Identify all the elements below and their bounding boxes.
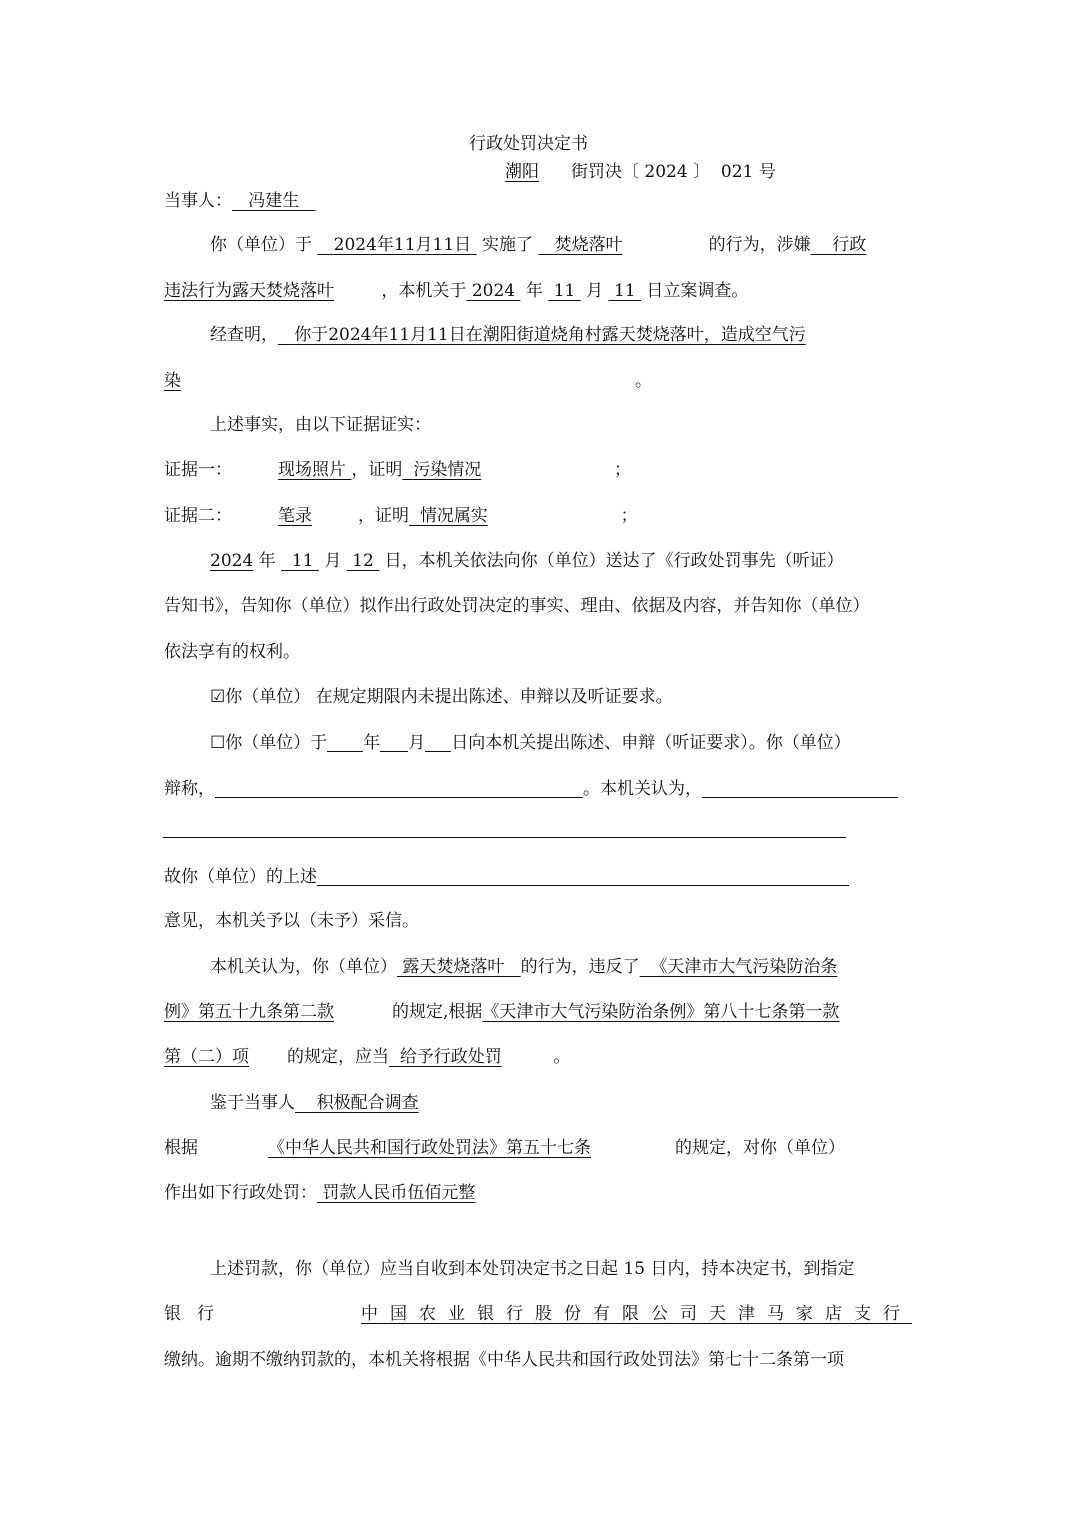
doc-number-place: 潮阳 [505, 162, 539, 182]
evidence-1: 证据一： 现场照片 ，证明 污染情况 ； [164, 460, 632, 480]
evidence-2-item: 笔录 [278, 506, 312, 526]
facts: 你于2024年11月11日在潮阳街道烧角村露天焚烧落叶，造成空气污 [294, 325, 806, 345]
penalty-decision: 罚款人民币伍佰元整 [322, 1183, 476, 1203]
para-6-line-3: 作出如下行政处罚： 罚款人民币伍佰元整 [164, 1185, 777, 1202]
evidence-1-proof: 污染情况 [413, 460, 482, 480]
legal-basis: 《中华人民共和国行政处罚法》第五十七条 [268, 1138, 591, 1158]
para-7-line-3: 缴纳。逾期不缴纳罚款的，本机关将根据《中华人民共和国行政处罚法》第七十二条第一项 [164, 1350, 844, 1370]
blank-line [163, 837, 846, 838]
bank-name: 中国农业银行股份有限公司天津马家店支行 [361, 1304, 912, 1324]
evidence-2-proof: 情况属实 [419, 506, 488, 526]
doc-title: 行政处罚决定书 [469, 134, 588, 154]
para-7-line-2: 银行 中国农业银行股份有限公司天津马家店支行 [164, 1304, 912, 1324]
para-7-line-1: 上述罚款，你（单位）应当自收到本处罚决定书之日起 15 日内，持本决定书，到指定 [210, 1259, 855, 1279]
checkbox-empty-icon[interactable]: ☐ [210, 733, 226, 753]
para-4-line-3: 依法享有的权利。 [164, 642, 300, 662]
doc-number-year: 2024 [644, 162, 688, 182]
violation-type-cont: 违法行为露天焚烧落叶 [164, 281, 334, 301]
evidence-1-item: 现场照片 [278, 460, 346, 480]
para-2-line-2: 染 。 [164, 371, 652, 391]
statement-line: 辩称， 。本机关认为， [164, 780, 898, 798]
checkbox-checked-icon[interactable]: ☑ [210, 687, 226, 707]
violated-law: 《天津市大气污染防治条 [650, 957, 838, 977]
para-1-line-1: 你（单位）于 2024年11月11日 实施了 焚烧落叶 的行为，涉嫌 行政 [210, 235, 867, 255]
party-name: 冯建生 [248, 191, 300, 211]
para-2-line-1: 经查明， 你于2024年11月11日在潮阳街道烧角村露天焚烧落叶，造成空气污 [210, 325, 806, 345]
act-name: 焚烧落叶 [554, 235, 623, 255]
evidence-intro: 上述事实，由以下证据证实： [210, 415, 431, 435]
para-5-line-3: 第（二）项 的规定，应当 给予行政处罚 。 [164, 1047, 571, 1067]
option-statement: ☐你（单位）于 年 月 日向本机关提出陈述、申辩（听证要求）。你（单位） [210, 733, 851, 753]
para-4-line-2: 告知书》，告知你（单位）拟作出行政处罚决定的事实、理由、依据及内容，并告知你（单位） [164, 596, 870, 616]
mitigation-reason: 积极配合调查 [316, 1093, 419, 1113]
statement-line-3: 意见，本机关予以（未予）采信。 [164, 911, 419, 931]
para-1-line-2: 违法行为露天焚烧落叶 ，本机关于 2024 年 11 月 11 日立案调查。 [164, 281, 749, 301]
para-6-line-1: 鉴于当事人 积极配合调查 [210, 1095, 789, 1112]
act-date: 2024年11月11日 [333, 235, 472, 255]
doc-number: 潮阳 街罚决〔 2024 〕 021 号 [469, 164, 776, 181]
evidence-2: 证据二： 笔录 ，证明 情况属实 ； [164, 506, 638, 526]
para-5-line-1: 本机关认为，你（单位） 露天焚烧落叶 的行为，违反了 《天津市大气污染防治条 [210, 957, 838, 977]
statement-line-2: 故你（单位）的上述 [164, 868, 849, 886]
para-6-line-2: 根据 《中华人民共和国行政处罚法》第五十七条 的规定，对你（单位） [164, 1138, 845, 1158]
violation-type: 行政 [832, 235, 867, 255]
party-line: 当事人： 冯建生 [164, 193, 315, 210]
violation-act: 露天焚烧落叶 [402, 957, 505, 977]
para-5-line-2: 例》第五十九条第二款 的规定,根据《天津市大气污染防治条例》第八十七条第一款 [164, 1002, 840, 1022]
penalty-result: 给予行政处罚 [399, 1047, 502, 1067]
para-4-line-1: 2024 年 11 月 12 日，本机关依法向你（单位）送达了《行政处罚事先（听证） [210, 551, 844, 571]
option-no-statement: ☑你（单位） 在规定期限内未提出陈述、申辩以及听证要求。 [210, 687, 673, 707]
penalty-law: 《天津市大气污染防治条例》第八十七条第一款 [482, 1002, 840, 1022]
